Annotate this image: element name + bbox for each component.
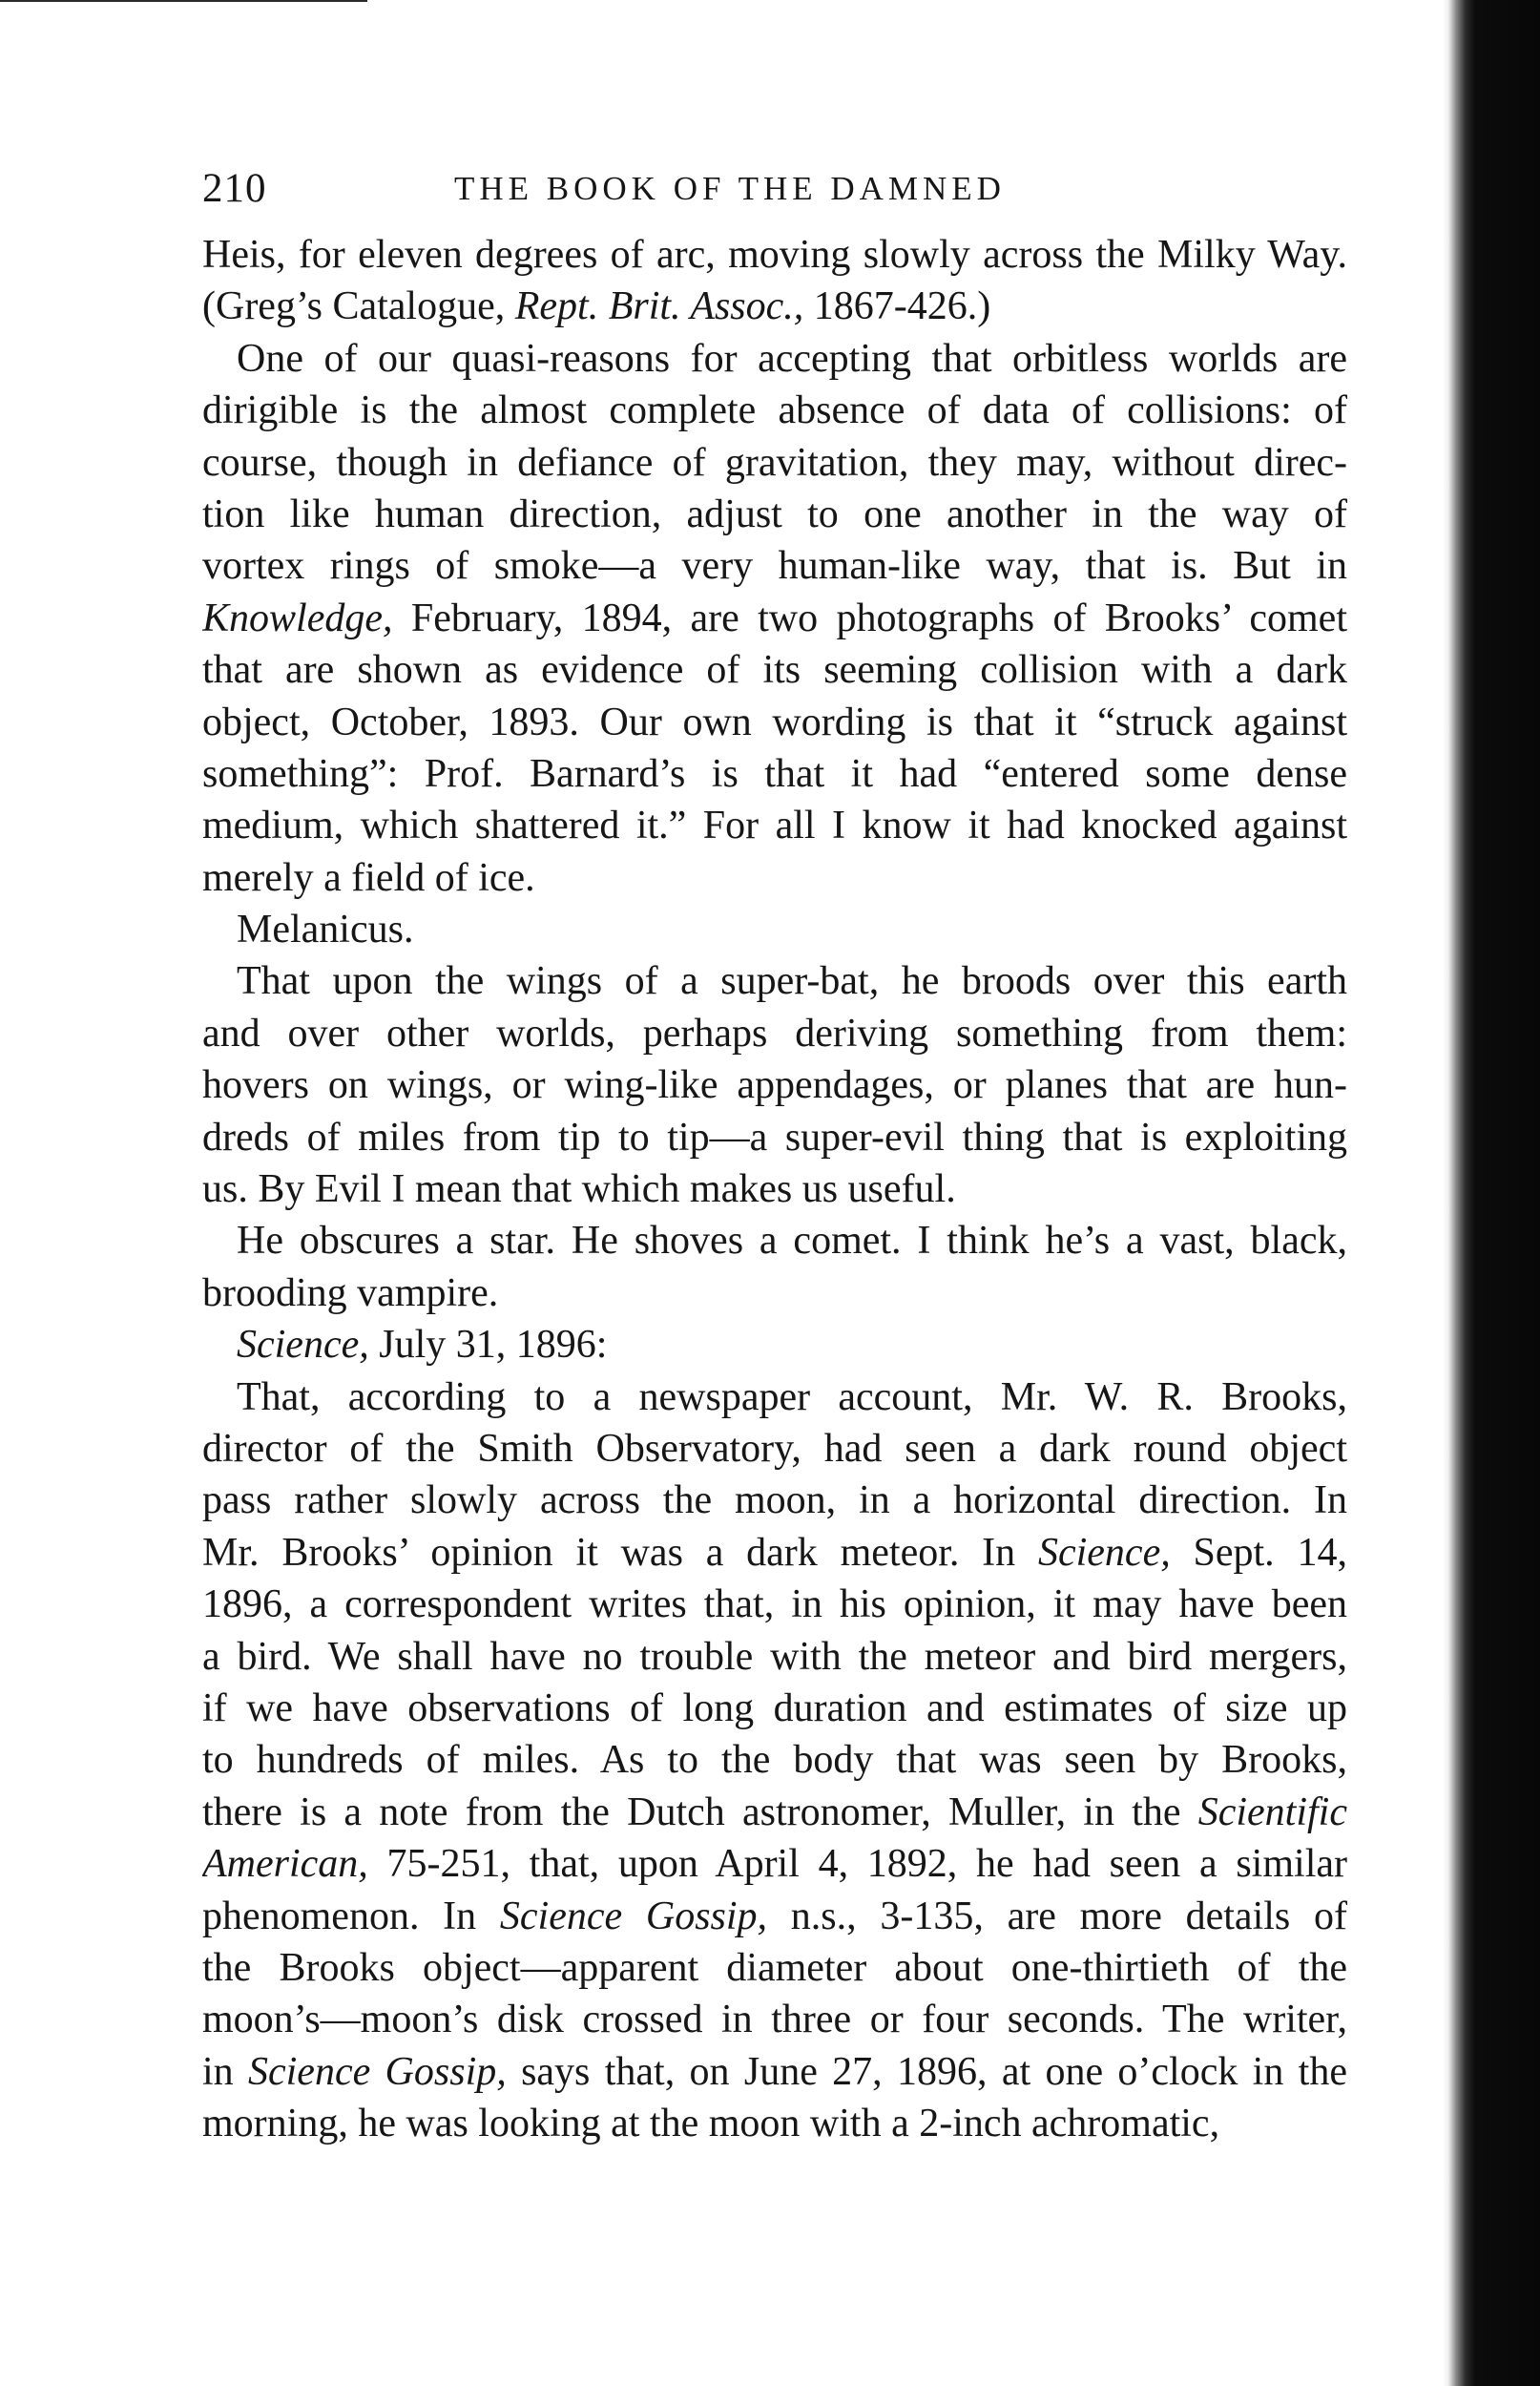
- text-run: moon’s—moon’s disk crossed in three or four seconds. The writer,: [202, 1998, 1347, 2042]
- text-run: That, according to a newspaper account, Mr. W. R. Brooks,: [237, 1374, 1347, 1419]
- text-run: dreds of miles from tip to tip—a super-evil thing that is exploiting: [202, 1115, 1347, 1160]
- text-line: [202, 1527, 1347, 1579]
- text-line: [202, 489, 1347, 540]
- text-line: [202, 1163, 1347, 1215]
- text-line: [202, 1579, 1347, 1630]
- text-line: [202, 800, 1347, 851]
- text-line: [202, 1838, 1347, 1890]
- text-run: Melanicus.: [237, 908, 414, 952]
- italic-citation: Rept. Brit. Assoc.,: [514, 284, 804, 329]
- text-line: [202, 1734, 1347, 1786]
- text-run: That upon the wings of a super-bat, he broods over this earth: [237, 959, 1347, 1004]
- text-run: to hundreds of miles. As to the body that was seen by Brooks,: [202, 1738, 1347, 1783]
- spine-shadow: [1443, 0, 1540, 2386]
- italic-citation: Science Gossip,: [248, 2049, 507, 2094]
- text-run: something”: Prof. Barnard’s is that it had “entered some dense: [202, 751, 1347, 796]
- text-line: [202, 1008, 1347, 1059]
- text-run: object, October, 1893. Our own wording is that it “struck against: [202, 700, 1347, 744]
- text-line: [202, 540, 1347, 592]
- text-run: the Brooks object—apparent diameter about one-thirtieth of the: [202, 1945, 1347, 1990]
- text-run: vortex rings of smoke—a very human-like way, that is. But in: [202, 544, 1347, 589]
- text-line: [202, 437, 1347, 489]
- top-edge-rule: [0, 0, 367, 2]
- text-run: and over other worlds, perhaps deriving something from them:: [202, 1011, 1347, 1056]
- text-run: Sept. 14,: [1170, 1530, 1347, 1575]
- body-text: [202, 229, 1347, 2149]
- text-run: a bird. We shall have no trouble with the meteor and bird mergers,: [202, 1634, 1347, 1679]
- text-line: [202, 904, 1347, 955]
- text-run: if we have observations of long duration and estimates of size up: [202, 1685, 1347, 1730]
- italic-citation: Scientific: [1197, 1790, 1347, 1834]
- text-line: [202, 1994, 1347, 2045]
- text-line: [202, 644, 1347, 696]
- text-run: (Greg’s Catalogue,: [202, 284, 515, 329]
- text-run: tion like human direction, adjust to one another in the way of: [202, 492, 1347, 536]
- text-run: says that, on June 27, 1896, at one o’clock in the: [506, 2049, 1347, 2094]
- text-line: [202, 955, 1347, 1007]
- text-line: [202, 593, 1347, 644]
- text-run: morning, he was looking at the moon with a 2-inch achromatic,: [202, 2102, 1220, 2146]
- text-line: [202, 697, 1347, 748]
- text-line: [202, 2046, 1347, 2098]
- text-run: director of the Smith Observatory, had seen a dark round object: [202, 1426, 1347, 1471]
- text-run: hovers on wings, or wing-like appendages, or planes that are hun-: [202, 1063, 1347, 1108]
- text-line: [202, 852, 1347, 904]
- text-line: [202, 1112, 1347, 1163]
- text-run: there is a note from the Dutch astronomer, Muller, in the: [202, 1790, 1198, 1834]
- text-line: [202, 1423, 1347, 1475]
- text-run: that are shown as evidence of its seeming collision with a dark: [202, 648, 1347, 693]
- text-run: merely a field of ice.: [202, 855, 535, 900]
- text-run: brooding vampire.: [202, 1270, 499, 1315]
- text-run: course, though in defiance of gravitation, they may, without direc-: [202, 440, 1347, 485]
- italic-citation: Science Gossip,: [499, 1894, 768, 1938]
- italic-citation: Science,: [1037, 1530, 1171, 1575]
- text-run: One of our quasi-reasons for accepting that orbitless worlds are: [237, 336, 1347, 381]
- text-run: Heis, for eleven degrees of arc, moving slowly across the Milky Way.: [202, 233, 1347, 277]
- text-run: February, 1894, are two photographs of Brooks’ comet: [392, 596, 1347, 640]
- page-header: [202, 160, 1347, 227]
- text-line: [202, 281, 1347, 332]
- text-line: [202, 1215, 1347, 1266]
- text-run: pass rather slowly across the moon, in a horizontal direction. In: [202, 1478, 1347, 1523]
- text-line: [202, 1942, 1347, 1994]
- italic-citation: Knowledge,: [202, 596, 393, 640]
- text-run: Mr. Brooks’ opinion it was a dark meteor. In: [202, 1530, 1038, 1575]
- text-line: [202, 1371, 1347, 1423]
- text-line: [202, 1475, 1347, 1526]
- italic-citation: American,: [202, 1842, 368, 1887]
- text-line: [202, 1267, 1347, 1319]
- text-line: [202, 2098, 1347, 2149]
- text-run: He obscures a star. He shoves a comet. I think he’s a vast, black,: [237, 1219, 1347, 1264]
- text-line: [202, 1683, 1347, 1734]
- text-line: [202, 1891, 1347, 1942]
- text-line: [202, 1059, 1347, 1111]
- text-run: 1896, a correspondent writes that, in his opinion, it may have been: [202, 1582, 1347, 1627]
- text-run: July 31, 1896:: [368, 1323, 608, 1368]
- page-number: 210: [202, 166, 267, 211]
- text-run: in: [202, 2049, 248, 2094]
- text-run: 1867-426.): [803, 284, 991, 329]
- text-line: [202, 385, 1347, 436]
- text-run: medium, which shattered it.” For all I know it had knocked against: [202, 804, 1347, 848]
- text-line: [202, 333, 1347, 385]
- text-run: dirigible is the almost complete absence of data of collisions: of: [202, 388, 1347, 433]
- text-run: us. By Evil I mean that which makes us useful.: [202, 1167, 956, 1212]
- text-run: phenomenon. In: [202, 1894, 500, 1938]
- text-line: [202, 1319, 1347, 1371]
- text-line: [202, 1631, 1347, 1683]
- italic-citation: Science,: [237, 1323, 369, 1368]
- text-run: n.s., 3-135, are more details of: [767, 1894, 1347, 1938]
- text-line: [202, 748, 1347, 800]
- running-head: THE BOOK OF THE DAMNED: [454, 170, 1006, 207]
- text-run: 75-251, that, upon April 4, 1892, he had seen a similar: [367, 1842, 1347, 1887]
- text-line: [202, 1787, 1347, 1838]
- text-line: [202, 229, 1347, 281]
